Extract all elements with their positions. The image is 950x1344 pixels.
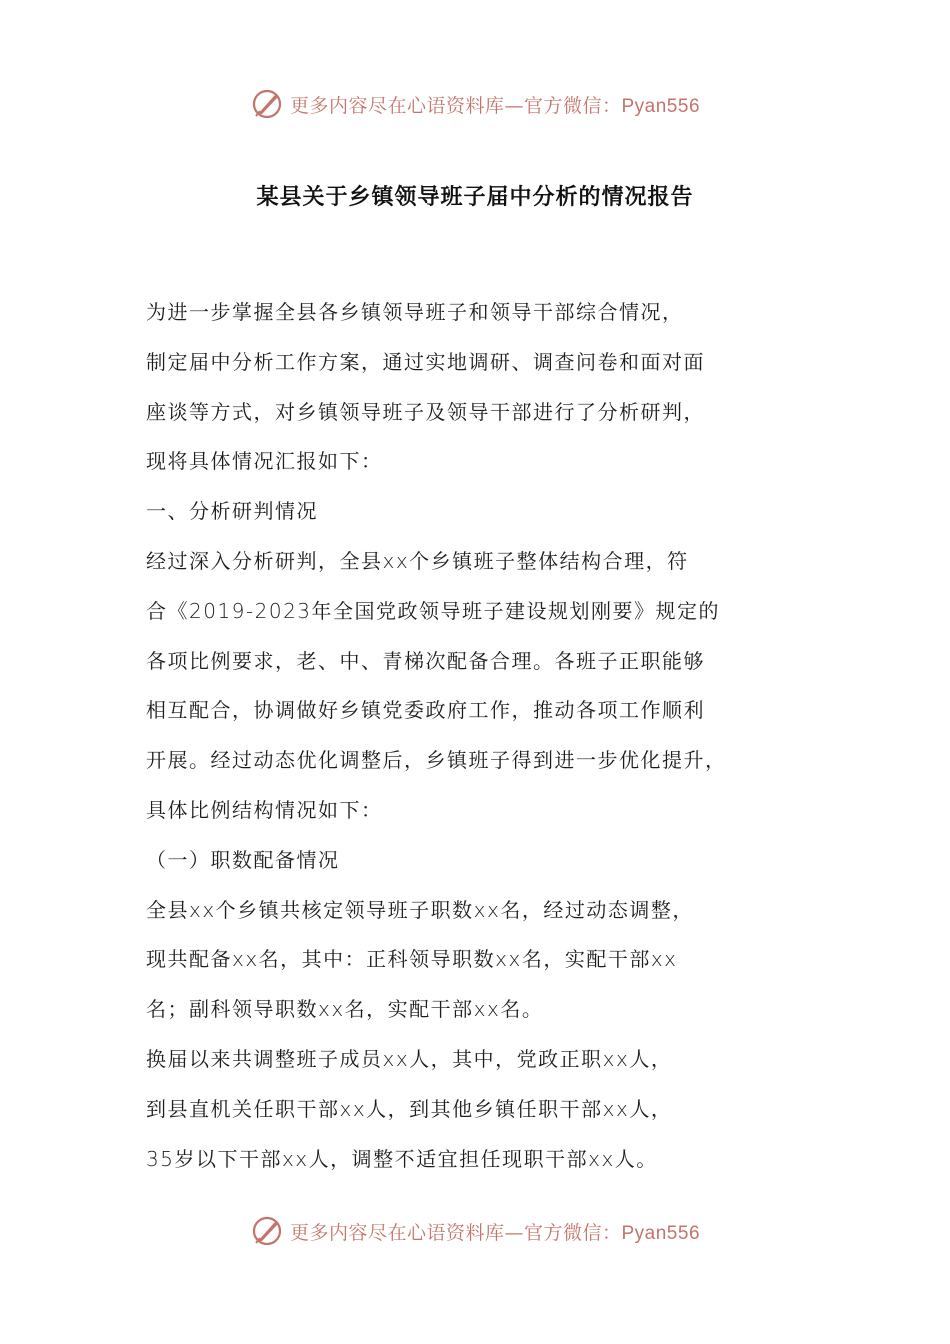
body-line: 到县直机关任职干部xx人，到其他乡镇任职干部xx人， <box>146 1096 673 1121</box>
body-line: 开展。经过动态优化调整后，乡镇班子得到进一步优化提升， <box>146 748 727 773</box>
body-line: 各项比例要求，老、中、青梯次配备合理。各班子正职能够 <box>146 648 705 673</box>
watermark-cn-text: 更多内容尽在心语资料库—官方微信： <box>289 94 622 117</box>
body-line: 现将具体情况汇报如下： <box>146 449 383 474</box>
body-line: 具体比例结构情况如下： <box>146 797 383 822</box>
document-body <box>146 294 766 1190</box>
body-line: 经过深入分析研判，全县xx个乡镇班子整体结构合理，符 <box>146 548 689 573</box>
body-line: 名；副科领导职数xx名，实配干部xx名。 <box>146 997 544 1022</box>
body-line: 合《2019-2023年全国党政领导班子建设规划刚要》规定的 <box>146 598 721 623</box>
quill-pen-logo-icon <box>250 1214 284 1248</box>
subsection-heading: （一）职数配备情况 <box>146 847 340 872</box>
section-heading: 一、分析研判情况 <box>146 499 318 524</box>
body-line: 为进一步掌握全县各乡镇领导班子和领导干部综合情况， <box>146 300 684 324</box>
body-line: 制定届中分析工作方案，通过实地调研、调查问卷和面对面 <box>146 349 705 374</box>
watermark-wechat-id: Pyan556 <box>621 95 701 117</box>
watermark-text <box>290 91 700 118</box>
body-line: 现共配备xx名，其中：正科领导职数xx名，实配干部xx <box>146 947 678 972</box>
watermark-wechat-id: Pyan556 <box>621 1222 701 1244</box>
body-line: 座谈等方式，对乡镇领导班子及领导干部进行了分析研判， <box>146 399 705 424</box>
quill-pen-logo-icon <box>250 87 284 121</box>
body-line: 换届以来共调整班子成员xx人，其中，党政正职xx人， <box>146 1046 673 1071</box>
watermark-banner-bottom <box>0 1209 950 1253</box>
watermark-banner-top <box>0 82 950 126</box>
document-title: 某县关于乡镇领导班子届中分析的情况报告 <box>256 184 694 210</box>
watermark-text <box>290 1218 700 1245</box>
watermark-cn-text: 更多内容尽在心语资料库—官方微信： <box>289 1221 622 1244</box>
body-line: 全县xx个乡镇共核定领导班子职数xx名，经过动态调整， <box>146 897 694 922</box>
body-line: 35岁以下干部xx人，调整不适宜担任现职干部xx人。 <box>146 1146 658 1171</box>
body-line: 相互配合，协调做好乡镇党委政府工作，推动各项工作顺利 <box>146 698 705 723</box>
